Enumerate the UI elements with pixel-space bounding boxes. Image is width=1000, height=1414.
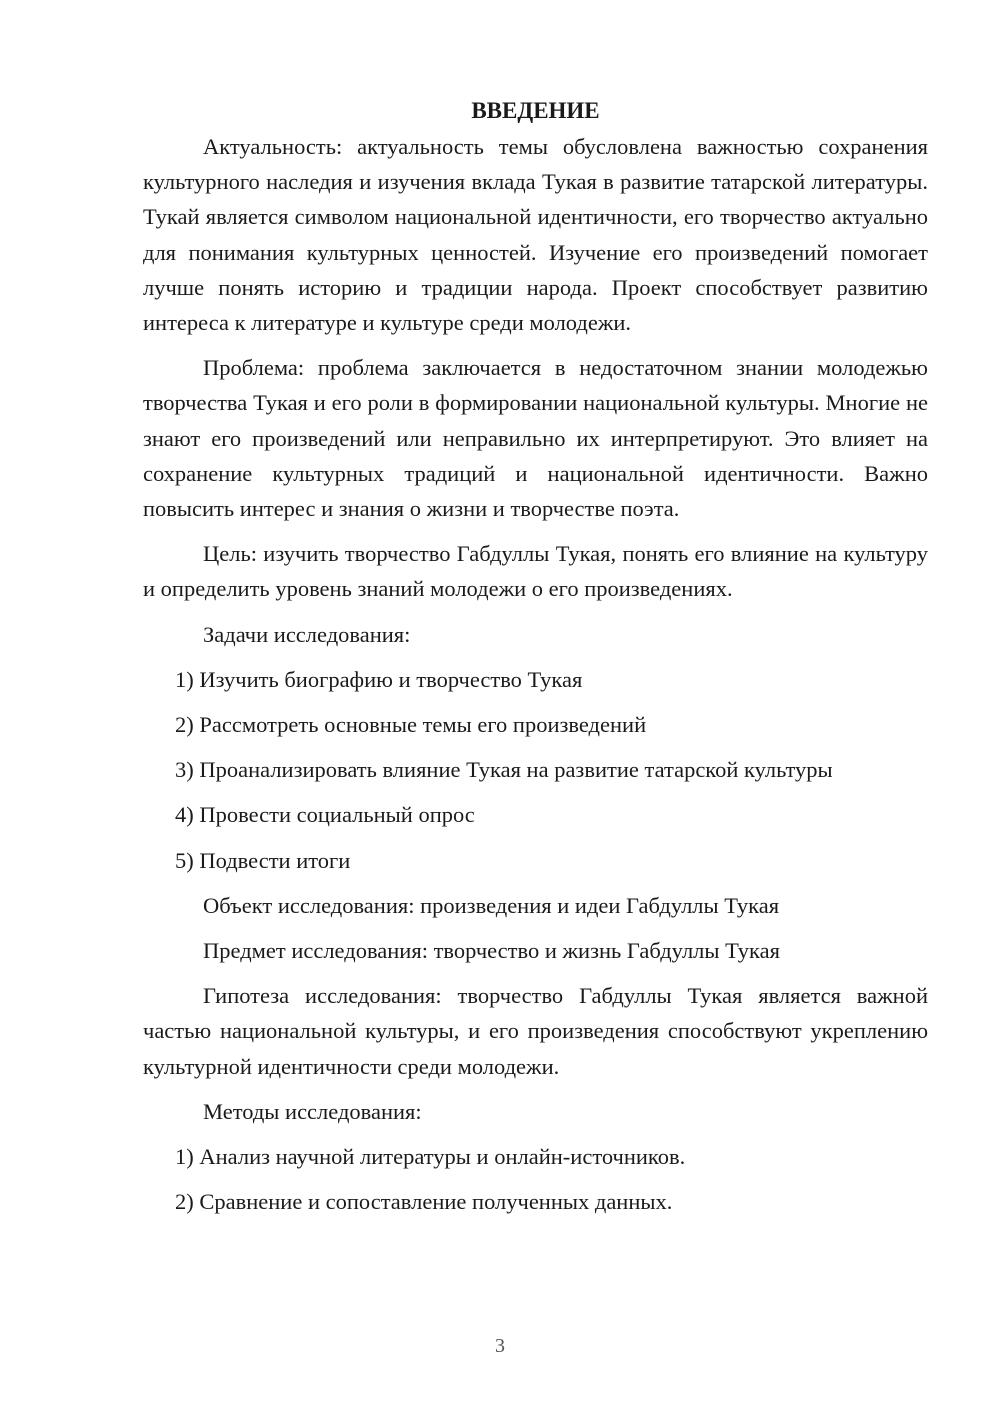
list-item: 1) Анализ научной литературы и онлайн-источников. <box>175 1144 686 1170</box>
tasks-list <box>143 662 928 878</box>
methods-list <box>143 1139 928 1219</box>
page-number: 3 <box>495 1335 505 1357</box>
list-item: 3) Проанализировать влияние Тукая на развитие татарской культуры <box>175 757 833 783</box>
document-page <box>143 96 928 1229</box>
list-item: 4) Провести социальный опрос <box>175 802 475 828</box>
list-item: 2) Рассмотреть основные темы его произведений <box>175 712 647 738</box>
goal-paragraph: Цель: изучить творчество Габдуллы Тукая, понять его влияние на культуру и определить уровень знаний молодежи о его произведениях. <box>143 541 928 602</box>
tasks-heading: Задачи исследования: <box>203 621 411 647</box>
document-title: ВВЕДЕНИЕ <box>471 98 600 123</box>
list-item: 2) Сравнение и сопоставление полученных данных. <box>175 1189 673 1215</box>
problem-paragraph: Проблема: проблема заключается в недостаточном знании молодежью творчества Тукая и его роли в формировании национальной культуры. Многие не знают его произведений или неправильно их интерпретируют. Это влияет на сохранение культурных традиций и национальной идентичности. Важно повысить интерес и знания о жизни и творчестве поэта. <box>143 355 928 522</box>
subject-paragraph: Предмет исследования: творчество и жизнь Габдуллы Тукая <box>203 938 780 964</box>
relevance-paragraph: Актуальность: актуальность темы обусловлена важностью сохранения культурного наследия и изучения вклада Тукая в развитие татарской литературы. Тукай является символом национальной идентичности, его творчество актуально для понимания культурных ценностей. Изучение его произведений помогает лучше понять историю и традиции народа. Проект способствует развитию интереса к литературе и культуре среди молодежи. <box>143 134 928 336</box>
hypothesis-paragraph: Гипотеза исследования: творчество Габдуллы Тукая является важной частью национальной культуры, и его произведения способствуют укреплению культурной идентичности среди молодежи. <box>143 983 928 1079</box>
object-paragraph: Объект исследования: произведения и идеи Габдуллы Тукая <box>203 892 780 918</box>
list-item: 1) Изучить биографию и творчество Тукая <box>175 666 583 692</box>
list-item: 5) Подвести итоги <box>175 847 351 873</box>
methods-heading: Методы исследования: <box>203 1098 422 1124</box>
